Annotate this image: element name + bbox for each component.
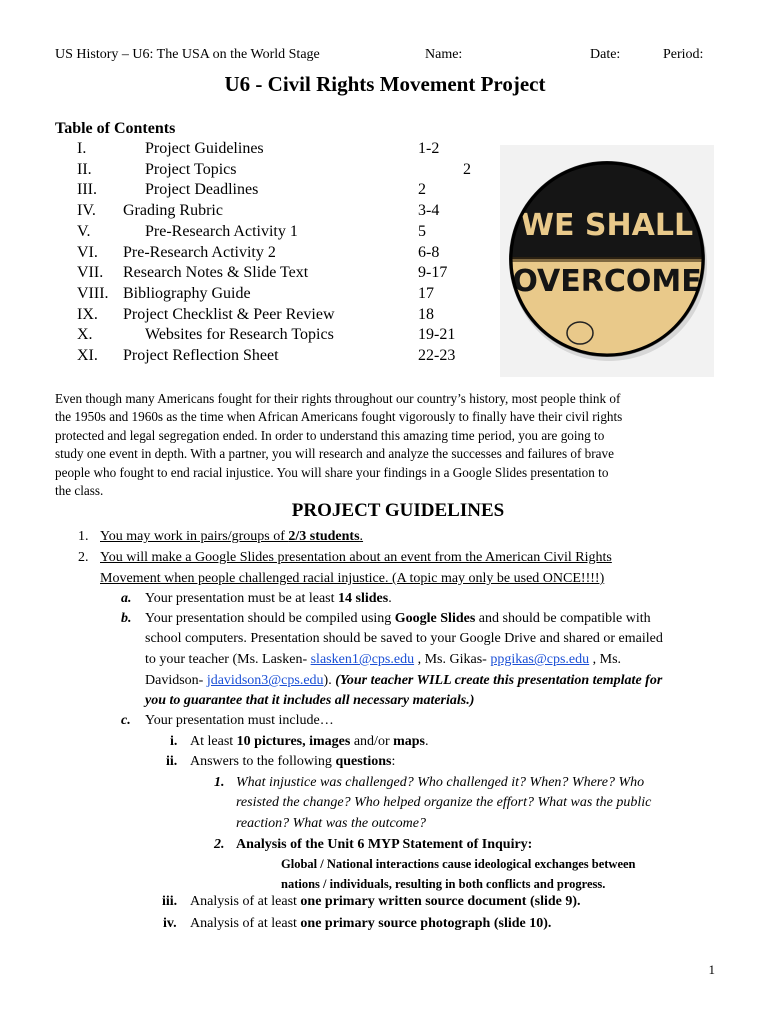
guideline-b-line1 <box>145 609 651 629</box>
toc-item-page: 1-2 <box>418 140 440 157</box>
toc-item-number: VIII. <box>77 284 109 302</box>
guideline-b-bold: Google Slides <box>394 611 476 626</box>
guideline-2-line1: You will make a Google Slides presentation about an event from the American Civil Rights <box>100 550 612 565</box>
guideline-ci-end: . <box>425 734 429 749</box>
intro-line: study one event in depth. With a partner, you will research and analyze the successes and failures of brave <box>55 446 614 462</box>
toc-item-page: 9-17 <box>418 264 448 282</box>
guideline-a-text: Your presentation must be at least <box>145 591 338 606</box>
toc-item-number: VII. <box>77 264 104 282</box>
email-link-lasken[interactable]: slasken1@cps.edu <box>310 652 415 667</box>
guideline-2-line2: Movement when people challenged racial injustice. (A topic may only be used ONCE!!!!) <box>100 571 605 586</box>
guideline-2-number: 2. <box>78 550 89 565</box>
guideline-civ-text: Analysis of at least <box>190 916 301 931</box>
toc-item-label: Pre-Research Activity 1 <box>145 222 298 240</box>
guideline-1 <box>100 527 363 547</box>
toc-item-number: X. <box>77 326 93 344</box>
toc-item-number: V. <box>77 222 91 240</box>
intro-line: Even though many Americans fought for their rights throughout our country’s history, most people think of <box>55 391 621 406</box>
guidelines-heading: PROJECT GUIDELINES <box>291 500 505 521</box>
question-2-text: Analysis of the Unit 6 MYP Statement of Inquiry: <box>236 837 533 852</box>
intro-paragraph <box>55 390 715 500</box>
guideline-1-bold: 2/3 students <box>288 529 360 544</box>
template-note-line2: you to guarantee that it includes all necessary materials.) <box>145 693 475 708</box>
toc-item-page: 17 <box>418 284 434 302</box>
guideline-civ-label: iv. <box>163 916 177 931</box>
email-link-davidson[interactable]: jdavidson3@cps.edu <box>206 673 324 688</box>
question-1-line1: What injustice was challenged? Who challenged it? When? Where? Who <box>236 775 645 790</box>
guideline-cii-label: ii. <box>166 754 178 769</box>
question-1-line3: reaction? What was the outcome? <box>236 816 427 831</box>
guideline-b-line3-pre: to your teacher (Ms. Lasken- <box>145 652 311 667</box>
toc-item-label: Project Checklist & Peer Review <box>123 305 335 323</box>
toc-item-number: I. <box>77 140 87 157</box>
guideline-b-line3-mid: , Ms. Gikas- <box>414 652 491 667</box>
toc-item-number: VI. <box>77 243 98 261</box>
toc-item-label: Project Topics <box>145 160 237 178</box>
toc-item-label: Bibliography Guide <box>123 284 251 302</box>
toc-item-label: Websites for Research Topics <box>145 326 334 344</box>
toc-item-number: IX. <box>77 305 98 323</box>
guideline-civ-bold: one primary source photograph (slide 10). <box>300 916 552 931</box>
toc-item-page: 6-8 <box>418 243 440 261</box>
toc-item-label: Research Notes & Slide Text <box>123 264 309 282</box>
guideline-cii <box>190 752 395 772</box>
guideline-b-label: b. <box>121 611 132 626</box>
date-label: Date: <box>590 47 621 62</box>
intro-line: the 1950s and 1960s as the time when African Americans fought vigorously to finally have their civil rights <box>55 409 623 425</box>
guideline-1-end: . <box>359 529 364 544</box>
guideline-1-text: You may work in pairs/groups of <box>100 529 289 544</box>
guideline-ci-text2: and/or <box>350 734 394 749</box>
guideline-civ <box>190 914 551 934</box>
guideline-a-bold: 14 slides <box>338 591 389 606</box>
toc-item-page: 5 <box>418 222 426 240</box>
toc-item-label: Project Deadlines <box>145 181 259 199</box>
toc-item-number: IV. <box>77 202 96 220</box>
toc-title: Table of Contents <box>55 120 176 137</box>
page-number: 1 <box>708 962 715 977</box>
guideline-ci-bold: 10 pictures, images <box>236 734 351 749</box>
guideline-ciii-bold: one primary written source document (slide 9). <box>300 894 581 909</box>
period-label: Period: <box>663 47 704 62</box>
toc-item-label: Grading Rubric <box>123 202 223 220</box>
toc-item-page: 3-4 <box>418 202 440 220</box>
statement-of-inquiry-line1: Global / National interactions cause ideological exchanges between <box>281 857 636 871</box>
intro-line: people who fought to end racial injustice. You will share your findings in a Google Slides presentation to <box>55 464 609 480</box>
intro-line: protected and legal segregation ended. In order to understand this amazing time period, you are going to <box>55 427 605 443</box>
intro-line: the class. <box>55 483 104 499</box>
guideline-b-line4-pre: Davidson- <box>145 673 207 688</box>
toc-item-label: Project Guidelines <box>145 140 264 157</box>
course-header: US History – U6: The USA on the World Stage <box>55 47 320 62</box>
page-title: U6 - Civil Rights Movement Project <box>224 72 546 96</box>
guideline-cii-end: : <box>391 754 396 769</box>
question-2-label: 2. <box>214 837 225 852</box>
button-text-bottom: OVERCOME <box>512 264 702 299</box>
toc-item-label: Project Reflection Sheet <box>123 347 279 364</box>
question-1-line2: resisted the change? Who helped organize the effort? What was the public <box>236 795 652 810</box>
question-1-label: 1. <box>214 775 225 790</box>
statement-of-inquiry-line2: nations / individuals, resulting in both conflicts and progress. <box>281 877 606 891</box>
guideline-c-label: c. <box>121 713 131 728</box>
email-link-gikas[interactable]: ppgikas@cps.edu <box>490 652 590 667</box>
guideline-ci-label: i. <box>170 734 178 749</box>
toc-item-page: 18 <box>418 305 434 323</box>
guideline-cii-bold: questions <box>335 754 392 769</box>
guideline-b-line3 <box>145 650 621 670</box>
guideline-ci-bold2: maps <box>393 734 426 749</box>
guideline-b-line2: school computers. Presentation should be saved to your Google Drive and shared or emailed <box>145 631 663 646</box>
guideline-b-line4-mid: ). <box>323 673 336 688</box>
guideline-b-line3-end: , Ms. <box>589 652 622 667</box>
toc-item-page: 19-21 <box>418 326 456 344</box>
name-label: Name: <box>425 47 463 62</box>
toc-item-number: XI. <box>77 347 98 364</box>
toc-item-page: 2 <box>418 181 426 199</box>
guideline-ciii <box>190 892 581 912</box>
guideline-a-label: a. <box>121 591 132 606</box>
guideline-ci <box>190 732 429 752</box>
toc-item-page: 22-23 <box>418 347 456 364</box>
toc-item-label: Pre-Research Activity 2 <box>123 243 276 261</box>
guideline-a <box>145 589 392 609</box>
guideline-b-text: Your presentation should be compiled using <box>145 611 395 626</box>
guideline-b-text2: and should be compatible with <box>475 611 651 626</box>
guideline-1-number: 1. <box>78 529 89 544</box>
button-text-top: WE SHALL <box>520 208 694 243</box>
guideline-ciii-label: iii. <box>162 894 178 909</box>
we-shall-overcome-button-image <box>500 145 714 377</box>
guideline-ciii-text: Analysis of at least <box>190 894 301 909</box>
toc-item-number: III. <box>77 181 97 199</box>
toc-item-number: II. <box>77 160 92 178</box>
toc-item-page: 2 <box>463 160 471 178</box>
guideline-ci-text: At least <box>190 734 237 749</box>
guideline-b-line4 <box>145 671 662 691</box>
guideline-a-end: . <box>388 591 392 606</box>
guideline-c-text: Your presentation must include… <box>145 713 334 728</box>
guideline-cii-text: Answers to the following <box>190 754 336 769</box>
template-note: (Your teacher WILL create this presentation template for <box>335 673 663 688</box>
